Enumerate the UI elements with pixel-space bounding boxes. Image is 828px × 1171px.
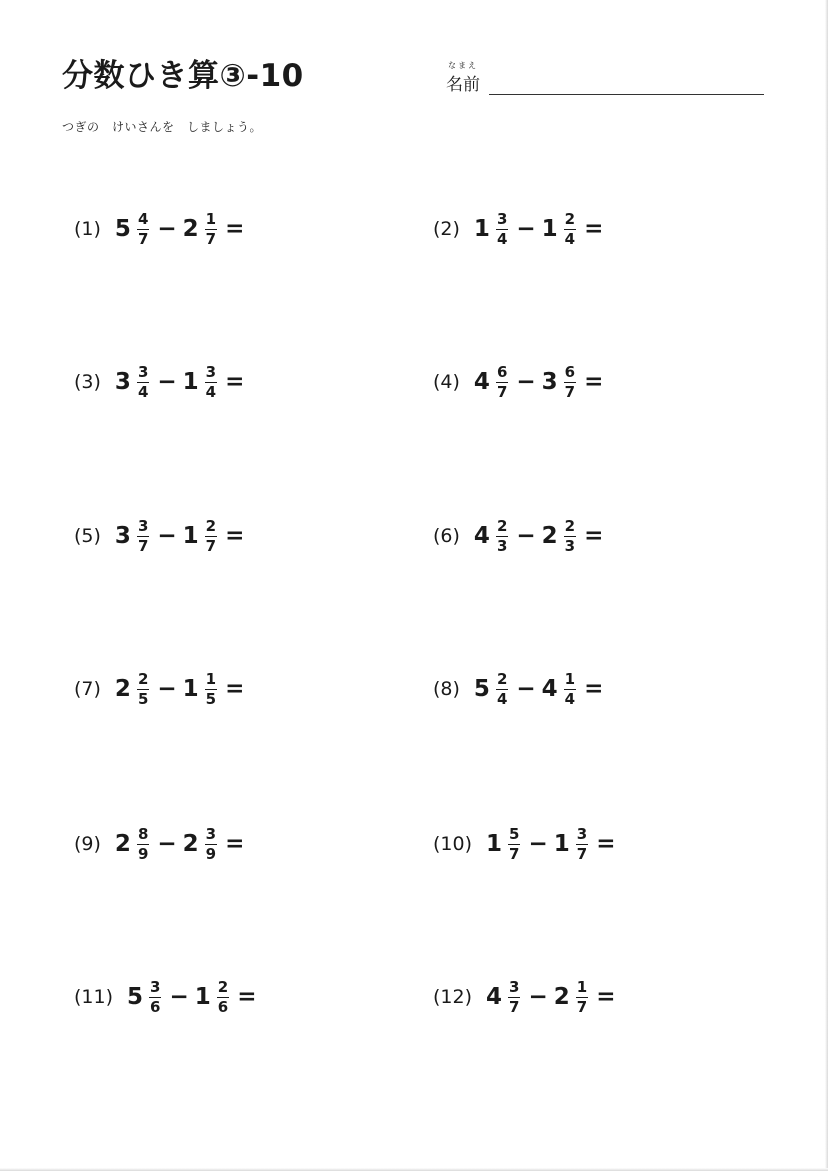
minuend-whole: 5 bbox=[114, 216, 131, 242]
minus-sign: − bbox=[157, 369, 177, 395]
minuend-whole: 1 bbox=[473, 216, 490, 242]
fraction-numerator: 3 bbox=[205, 824, 217, 843]
name-write-line[interactable] bbox=[489, 94, 764, 95]
problem-number: (3) bbox=[74, 371, 101, 393]
fraction-denominator: 7 bbox=[205, 229, 217, 248]
minus-sign: − bbox=[528, 831, 548, 857]
subtrahend-whole: 1 bbox=[182, 369, 199, 395]
fraction-numerator: 3 bbox=[150, 977, 161, 996]
problem-number: (1) bbox=[74, 218, 101, 240]
fraction-numerator: 2 bbox=[564, 209, 576, 228]
problem-number: (6) bbox=[433, 525, 460, 547]
minus-sign: − bbox=[157, 676, 177, 702]
equals-sign: = bbox=[225, 216, 245, 242]
fraction-denominator: 7 bbox=[137, 229, 149, 248]
fraction-numerator: 3 bbox=[496, 209, 508, 228]
problem-item bbox=[433, 357, 603, 407]
minuend-whole: 4 bbox=[473, 523, 490, 549]
subtrahend-whole: 1 bbox=[553, 831, 570, 857]
minuend-fraction bbox=[496, 669, 508, 708]
minuend-fraction bbox=[137, 824, 149, 863]
fraction-denominator: 6 bbox=[217, 997, 229, 1016]
fraction-denominator: 4 bbox=[496, 229, 508, 248]
fraction-denominator: 7 bbox=[576, 844, 588, 863]
fraction-numerator: 2 bbox=[217, 977, 229, 996]
subtrahend-fraction bbox=[217, 977, 229, 1016]
fraction-denominator: 7 bbox=[564, 382, 576, 401]
minuend-fraction bbox=[137, 362, 149, 401]
equals-sign: = bbox=[584, 369, 604, 395]
minuend-whole: 5 bbox=[473, 676, 490, 702]
fraction-numerator: 4 bbox=[137, 209, 149, 228]
fraction-numerator: 3 bbox=[205, 362, 217, 381]
problem-item bbox=[433, 972, 615, 1022]
equals-sign: = bbox=[596, 984, 616, 1010]
problem-item bbox=[74, 819, 244, 869]
minuend-fraction bbox=[496, 209, 508, 248]
equals-sign: = bbox=[584, 523, 604, 549]
subtrahend-fraction bbox=[205, 362, 217, 401]
problem-item bbox=[74, 204, 244, 254]
subtrahend-fraction bbox=[205, 824, 217, 863]
fraction-denominator: 3 bbox=[564, 536, 576, 555]
minuend-fraction bbox=[137, 516, 149, 555]
fraction-numerator: 3 bbox=[137, 516, 149, 535]
fraction-numerator: 1 bbox=[205, 209, 217, 228]
fraction-denominator: 5 bbox=[137, 689, 149, 708]
minus-sign: − bbox=[516, 369, 536, 395]
problem-item bbox=[433, 664, 603, 714]
minus-sign: − bbox=[516, 216, 536, 242]
fraction-denominator: 4 bbox=[564, 689, 576, 708]
minus-sign: − bbox=[157, 216, 177, 242]
minuend-fraction bbox=[149, 977, 161, 1016]
minus-sign: − bbox=[157, 523, 177, 549]
fraction-denominator: 6 bbox=[150, 997, 161, 1016]
fraction-denominator: 7 bbox=[509, 997, 520, 1016]
minuend-fraction bbox=[137, 669, 149, 708]
fraction-denominator: 7 bbox=[576, 997, 588, 1016]
subtrahend-fraction bbox=[576, 977, 588, 1016]
fraction-denominator: 4 bbox=[564, 229, 576, 248]
problem-item bbox=[74, 357, 244, 407]
minuend-whole: 4 bbox=[473, 369, 490, 395]
subtrahend-fraction bbox=[576, 824, 588, 863]
minuend-fraction bbox=[508, 977, 520, 1016]
problem-number: (11) bbox=[74, 986, 114, 1008]
minuend-whole: 2 bbox=[114, 831, 131, 857]
fraction-numerator: 2 bbox=[496, 669, 508, 688]
problem-item bbox=[74, 511, 244, 561]
equals-sign: = bbox=[584, 676, 604, 702]
fraction-denominator: 7 bbox=[509, 844, 520, 863]
problem-item bbox=[433, 204, 603, 254]
equals-sign: = bbox=[237, 984, 257, 1010]
equals-sign: = bbox=[584, 216, 604, 242]
fraction-denominator: 7 bbox=[496, 382, 508, 401]
subtrahend-fraction bbox=[564, 209, 576, 248]
subtrahend-whole: 2 bbox=[553, 984, 570, 1010]
subtrahend-whole: 4 bbox=[541, 676, 558, 702]
problem-number: (5) bbox=[74, 525, 101, 547]
minus-sign: − bbox=[516, 676, 536, 702]
problem-number: (8) bbox=[433, 678, 460, 700]
subtrahend-whole: 1 bbox=[541, 216, 558, 242]
worksheet-title: 分数ひき算③-10 bbox=[62, 58, 304, 94]
equals-sign: = bbox=[225, 523, 245, 549]
subtrahend-fraction bbox=[205, 209, 217, 248]
fraction-numerator: 3 bbox=[576, 824, 588, 843]
fraction-numerator: 2 bbox=[137, 669, 149, 688]
problem-number: (7) bbox=[74, 678, 101, 700]
minuend-fraction bbox=[496, 516, 508, 555]
minus-sign: − bbox=[516, 523, 536, 549]
subtrahend-fraction bbox=[205, 669, 217, 708]
minus-sign: − bbox=[169, 984, 189, 1010]
minuend-fraction bbox=[508, 824, 520, 863]
minus-sign: − bbox=[157, 831, 177, 857]
fraction-denominator: 9 bbox=[137, 844, 149, 863]
minuend-fraction bbox=[137, 209, 149, 248]
fraction-denominator: 5 bbox=[205, 689, 217, 708]
fraction-numerator: 8 bbox=[137, 824, 149, 843]
minuend-fraction bbox=[496, 362, 508, 401]
fraction-numerator: 5 bbox=[509, 824, 520, 843]
fraction-numerator: 1 bbox=[576, 977, 588, 996]
instruction-text: つぎの けいさんを しましょう。 bbox=[62, 120, 263, 134]
subtrahend-fraction bbox=[205, 516, 217, 555]
equals-sign: = bbox=[225, 831, 245, 857]
fraction-denominator: 7 bbox=[137, 536, 149, 555]
fraction-denominator: 4 bbox=[205, 382, 217, 401]
subtrahend-fraction bbox=[564, 669, 576, 708]
problem-number: (10) bbox=[433, 833, 473, 855]
problem-item bbox=[433, 511, 603, 561]
fraction-numerator: 6 bbox=[564, 362, 576, 381]
equals-sign: = bbox=[225, 369, 245, 395]
problem-item bbox=[74, 972, 256, 1022]
fraction-numerator: 1 bbox=[564, 669, 576, 688]
equals-sign: = bbox=[596, 831, 616, 857]
minuend-whole: 2 bbox=[114, 676, 131, 702]
subtrahend-whole: 3 bbox=[541, 369, 558, 395]
equals-sign: = bbox=[225, 676, 245, 702]
fraction-denominator: 4 bbox=[137, 382, 149, 401]
fraction-numerator: 1 bbox=[205, 669, 217, 688]
minuend-whole: 3 bbox=[114, 369, 131, 395]
subtrahend-whole: 1 bbox=[182, 523, 199, 549]
minuend-whole: 4 bbox=[486, 984, 503, 1010]
fraction-numerator: 6 bbox=[496, 362, 508, 381]
fraction-denominator: 7 bbox=[205, 536, 217, 555]
subtrahend-fraction bbox=[564, 516, 576, 555]
subtrahend-whole: 1 bbox=[194, 984, 211, 1010]
subtrahend-whole: 2 bbox=[541, 523, 558, 549]
fraction-numerator: 2 bbox=[205, 516, 217, 535]
problem-item bbox=[433, 819, 615, 869]
problem-number: (12) bbox=[433, 986, 473, 1008]
fraction-numerator: 3 bbox=[509, 977, 520, 996]
fraction-denominator: 3 bbox=[496, 536, 508, 555]
subtrahend-whole: 1 bbox=[182, 676, 199, 702]
problem-number: (2) bbox=[433, 218, 460, 240]
fraction-numerator: 3 bbox=[137, 362, 149, 381]
subtrahend-fraction bbox=[564, 362, 576, 401]
problem-number: (9) bbox=[74, 833, 101, 855]
problem-item bbox=[74, 664, 244, 714]
minuend-whole: 3 bbox=[114, 523, 131, 549]
subtrahend-whole: 2 bbox=[182, 216, 199, 242]
name-furigana: なまえ bbox=[448, 61, 478, 70]
fraction-denominator: 9 bbox=[205, 844, 217, 863]
fraction-numerator: 2 bbox=[496, 516, 508, 535]
fraction-denominator: 4 bbox=[496, 689, 508, 708]
minuend-whole: 5 bbox=[127, 984, 144, 1010]
fraction-numerator: 2 bbox=[564, 516, 576, 535]
name-label: 名前 bbox=[446, 75, 480, 95]
minuend-whole: 1 bbox=[486, 831, 503, 857]
minus-sign: − bbox=[528, 984, 548, 1010]
subtrahend-whole: 2 bbox=[182, 831, 199, 857]
problem-number: (4) bbox=[433, 371, 460, 393]
